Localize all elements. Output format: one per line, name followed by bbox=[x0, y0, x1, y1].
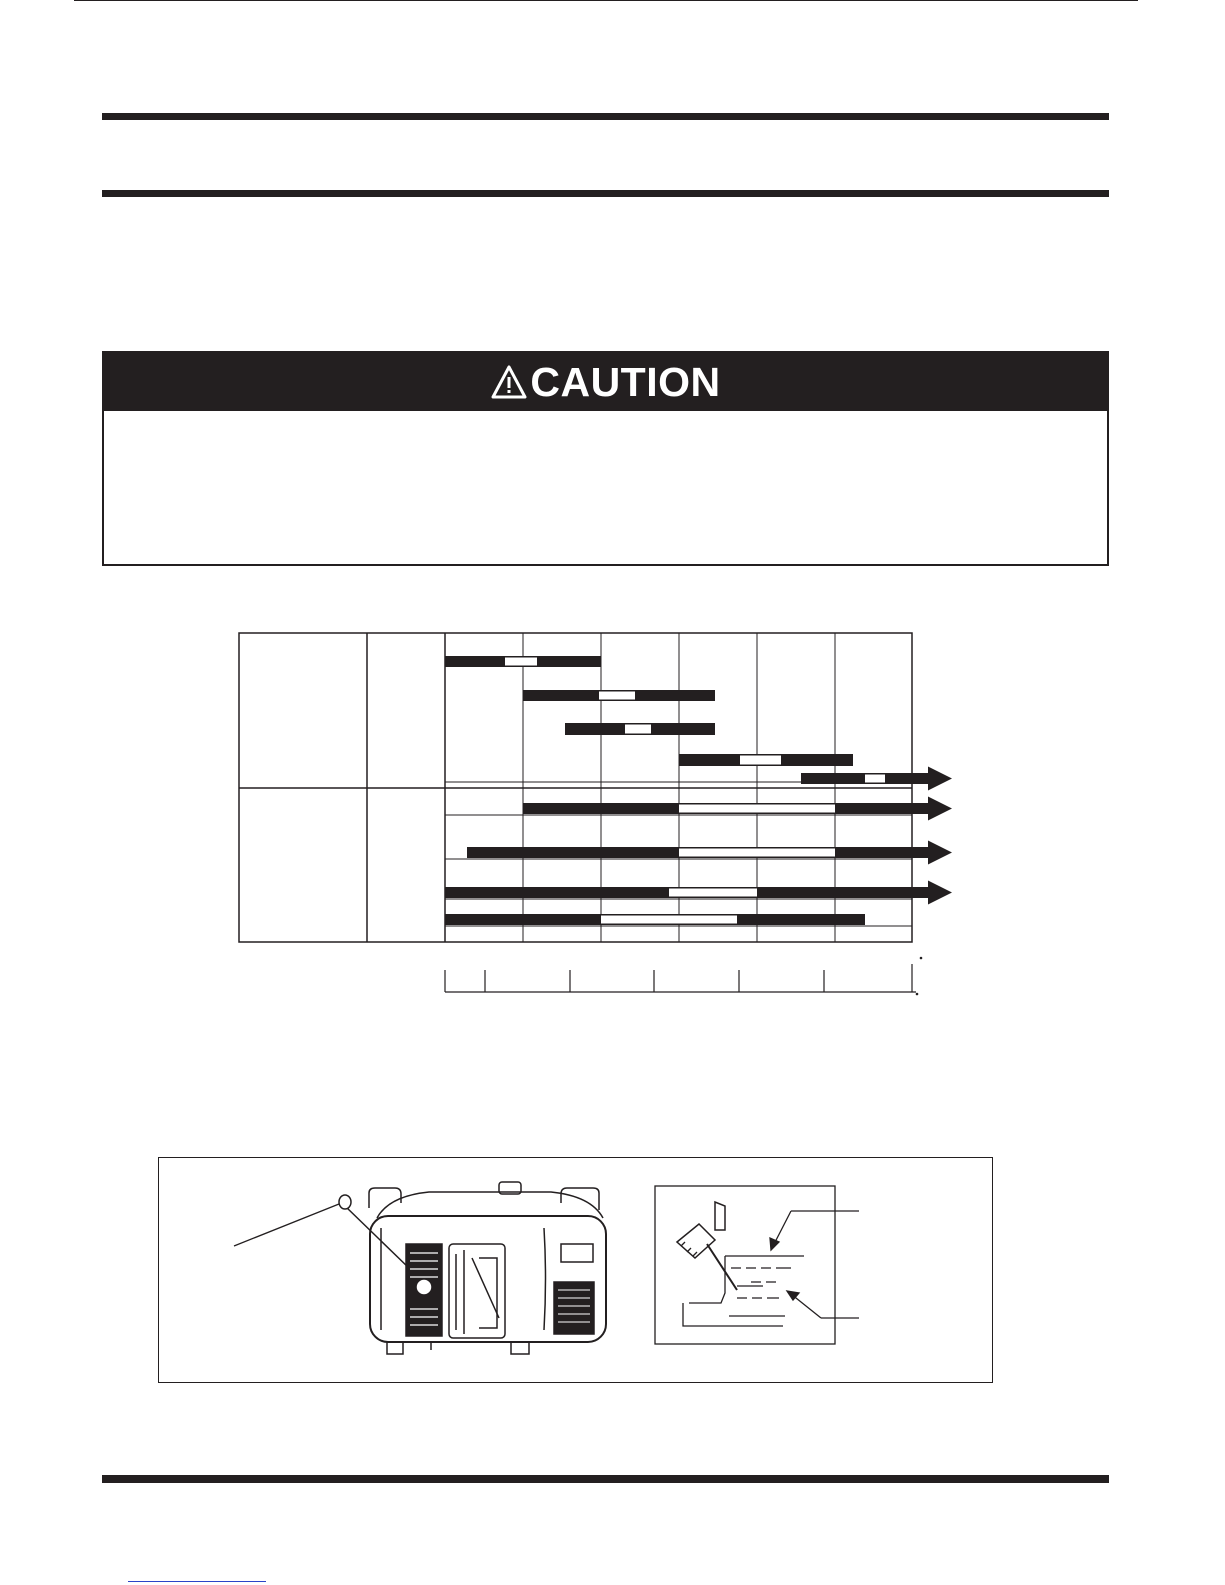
viscosity-bar-arrow-8 bbox=[928, 881, 952, 905]
title-rule-bottom bbox=[102, 190, 1109, 197]
top-hairline bbox=[74, 0, 1138, 1]
viscosity-bar-label-gap-5 bbox=[865, 775, 885, 783]
oil-check-illustration bbox=[159, 1158, 991, 1381]
viscosity-bar-label-gap-7 bbox=[679, 849, 835, 857]
viscosity-bar-arrow-6 bbox=[928, 797, 952, 821]
oil-level-detail-icon bbox=[655, 1186, 859, 1344]
caution-box bbox=[102, 351, 1109, 566]
scale-dot-upper bbox=[920, 957, 923, 960]
viscosity-bar-label-gap-9 bbox=[601, 916, 737, 924]
viscosity-bar-label-gap-3 bbox=[625, 725, 651, 734]
viscosity-bar-arrow-7 bbox=[928, 841, 952, 865]
viscosity-bar-label-gap-2 bbox=[599, 692, 635, 700]
oil-check-figure bbox=[158, 1157, 993, 1383]
footer-link-underline[interactable] bbox=[128, 1581, 266, 1582]
caution-header bbox=[104, 353, 1107, 411]
warning-triangle-icon bbox=[490, 364, 528, 400]
scale-dot-lower bbox=[916, 993, 919, 996]
viscosity-bar-label-gap-8 bbox=[669, 889, 757, 897]
generator-icon bbox=[369, 1182, 606, 1354]
viscosity-bar-arrow-5 bbox=[928, 767, 952, 791]
oil-filler-cap-icon bbox=[234, 1195, 411, 1270]
oil-viscosity-chart bbox=[238, 632, 968, 1002]
temperature-scale bbox=[445, 964, 916, 992]
caution-heading: CAUTION bbox=[530, 358, 721, 405]
title-rule-top bbox=[102, 113, 1109, 120]
viscosity-bar-label-gap-6 bbox=[679, 805, 835, 813]
viscosity-bar-label-gap-1 bbox=[505, 658, 537, 666]
footer-rule bbox=[102, 1475, 1109, 1483]
viscosity-bar-label-gap-4 bbox=[740, 756, 781, 765]
viscosity-bar-5 bbox=[801, 773, 928, 784]
